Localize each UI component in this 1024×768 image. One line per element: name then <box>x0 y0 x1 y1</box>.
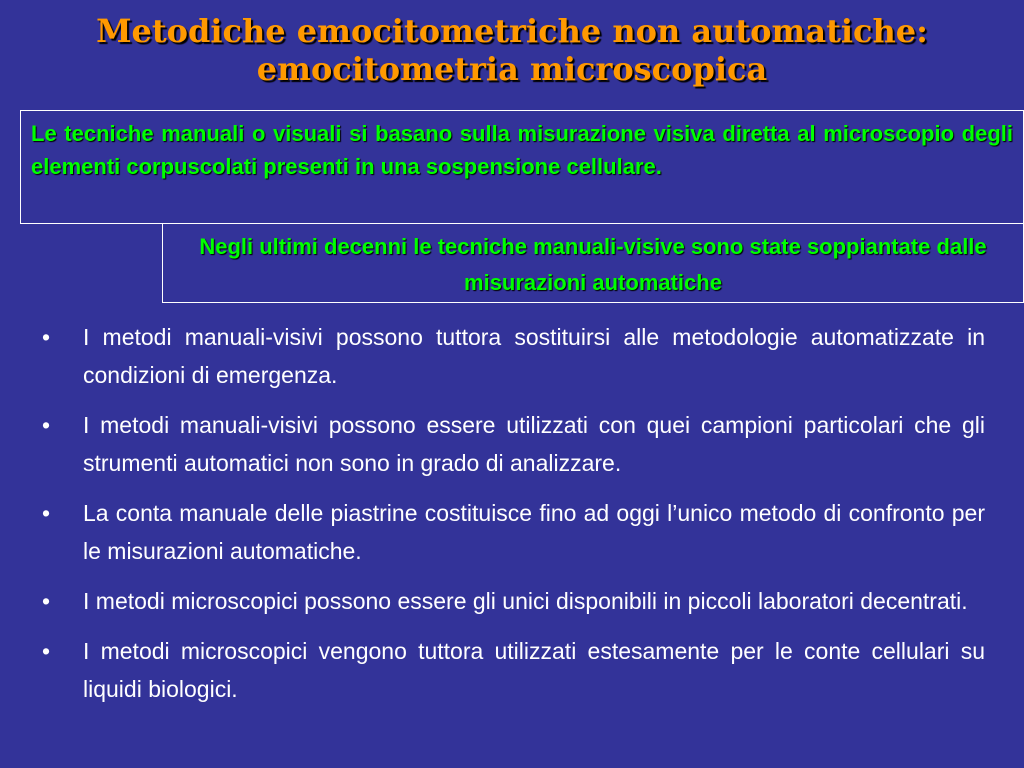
bullet-item <box>40 632 985 708</box>
bullet-text: I metodi manuali-visivi possono tuttora sostituirsi alle metodologie automatizzate in condizioni di emergenza. <box>83 324 985 388</box>
bullet-text: La conta manuale delle piastrine costituisce fino ad oggi l’unico metodo di confronto per le misurazioni automatiche. <box>83 500 985 564</box>
bullet-item <box>40 494 985 570</box>
bullet-text: I metodi microscopici vengono tuttora utilizzati estesamente per le conte cellulari su liquidi biologici. <box>83 638 985 702</box>
slide-title-line-1: Metodiche emocitometriche non automatiche: <box>96 12 928 50</box>
bullet-text: I metodi microscopici possono essere gli unici disponibili in piccoli laboratori decentrati. <box>83 588 968 614</box>
bullet-item <box>40 582 985 620</box>
note-box <box>162 223 1024 303</box>
bullet-text: I metodi manuali-visivi possono essere utilizzati con quei campioni particolari che gli strumenti automatici non sono in grado di analizzare. <box>83 412 985 476</box>
definition-text: Le tecniche manuali o visuali si basano sulla misurazione visiva diretta al microscopio degli elementi corpuscolati presenti in una sospensione cellulare. <box>31 121 1013 179</box>
bullet-list <box>40 318 985 720</box>
bullet-marker: • <box>42 412 51 438</box>
definition-box <box>20 110 1024 224</box>
bullet-item <box>40 318 985 394</box>
note-text: Negli ultimi decenni le tecniche manuali-visive sono state soppiantate dalle misurazioni automatiche <box>199 234 987 295</box>
slide-title-line-2: emocitometria microscopica <box>256 50 768 88</box>
slide-title <box>0 12 1024 88</box>
bullet-marker: • <box>42 500 51 526</box>
bullet-marker: • <box>42 588 51 614</box>
bullet-marker: • <box>42 638 51 664</box>
bullet-item <box>40 406 985 482</box>
bullet-marker: • <box>42 324 51 350</box>
